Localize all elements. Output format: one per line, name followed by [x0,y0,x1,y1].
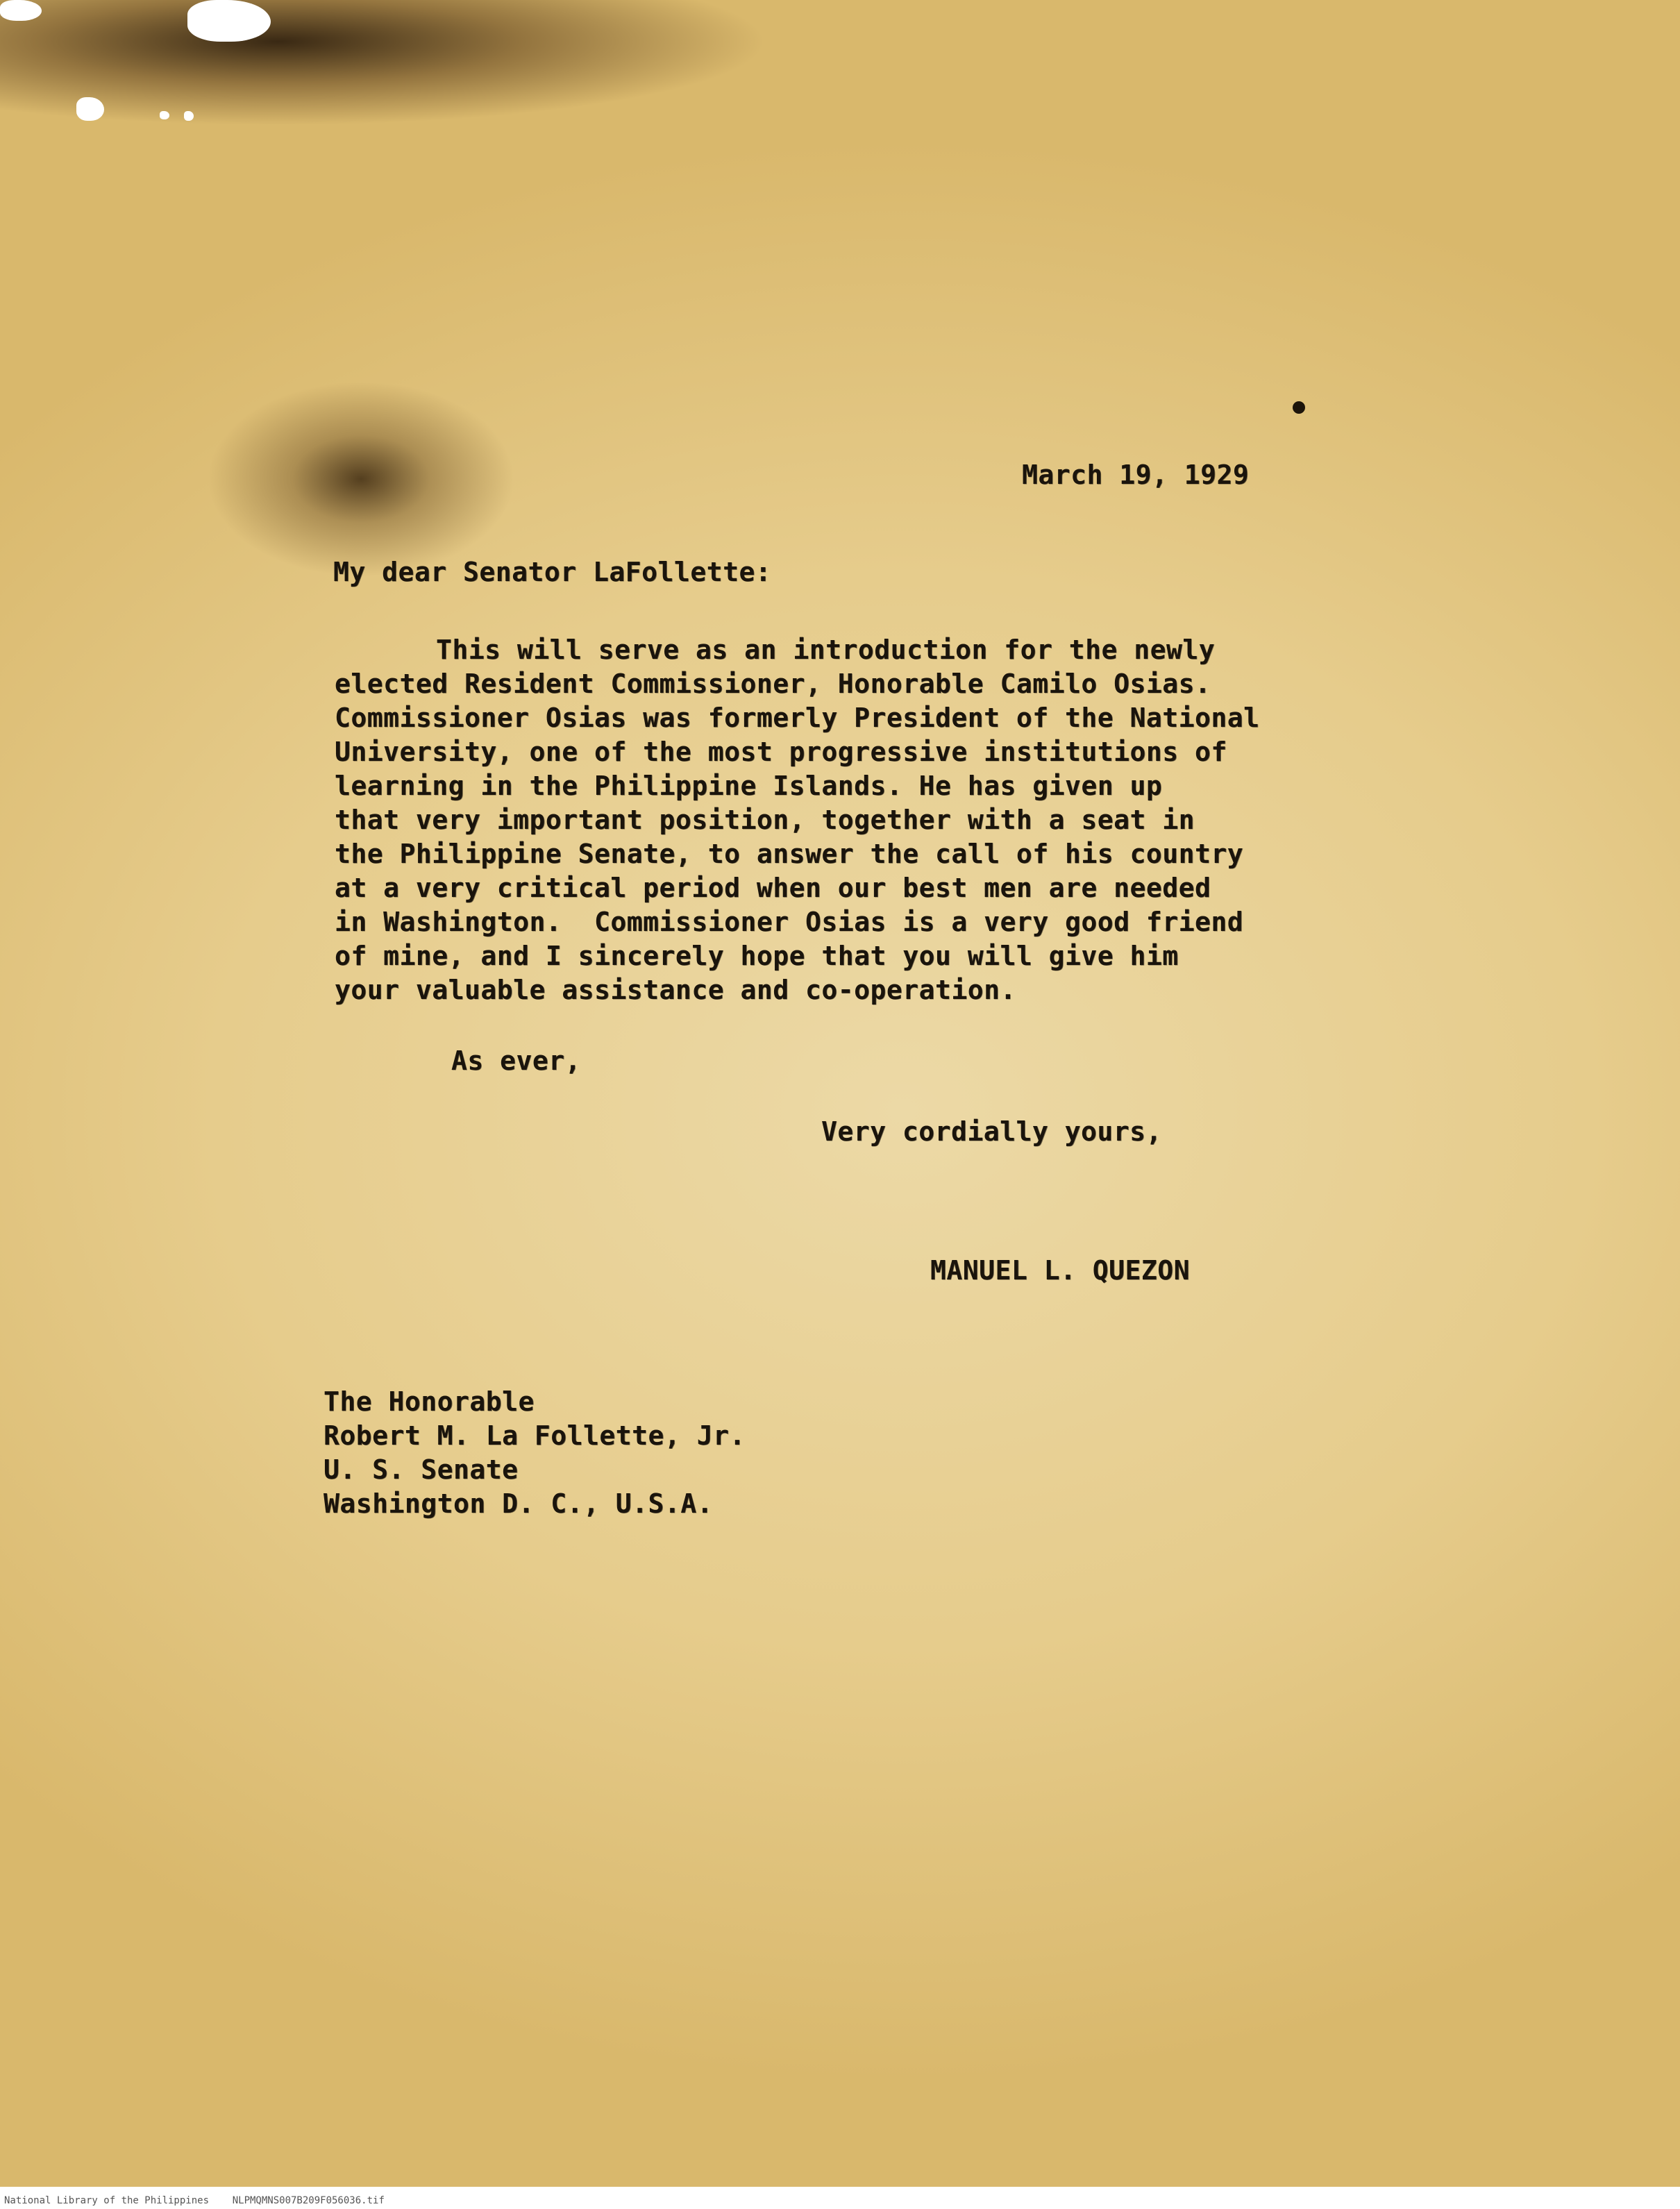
address-line: Robert M. La Follette, Jr. [324,1420,746,1451]
body-line: learning in the Philippine Islands. He has given up [335,771,1163,801]
body-line: elected Resident Commissioner, Honorable Camilo Osias. [335,669,1211,699]
address-line: The Honorable [324,1386,535,1417]
burn-hole [0,0,42,21]
body-line: of mine, and I sincerely hope that you will give him [335,941,1179,971]
ink-speck [1293,401,1305,414]
body-line: Commissioner Osias was formerly President of the National [335,703,1260,733]
body-line: that very important position, together with a seat in [335,805,1195,835]
closing-line: Very cordially yours, [821,1116,1162,1147]
letter-date: March 19, 1929 [1022,460,1250,490]
burn-hole [187,0,271,42]
body-line: This will serve as an introduction for the newly [436,635,1216,665]
as-ever-line: As ever, [451,1045,582,1076]
salutation: My dear Senator LaFollette: [333,557,772,587]
body-line: your valuable assistance and co-operation. [335,975,1016,1005]
scan-footer-text: National Library of the Philippines NLPMQMNS007B209F056036.tif [4,2195,385,2206]
burn-hole [160,111,169,119]
signature-name: MANUEL L. QUEZON [930,1255,1191,1286]
address-line: Washington D. C., U.S.A. [324,1488,714,1519]
body-line: at a very critical period when our best men are needed [335,873,1211,903]
burn-hole [184,111,194,121]
body-line: the Philippine Senate, to answer the call of his country [335,839,1244,869]
burn-hole [76,97,104,121]
address-line: U. S. Senate [324,1454,519,1485]
body-line: in Washington. Commissioner Osias is a very good friend [335,907,1244,937]
body-line: University, one of the most progressive institutions of [335,737,1227,767]
